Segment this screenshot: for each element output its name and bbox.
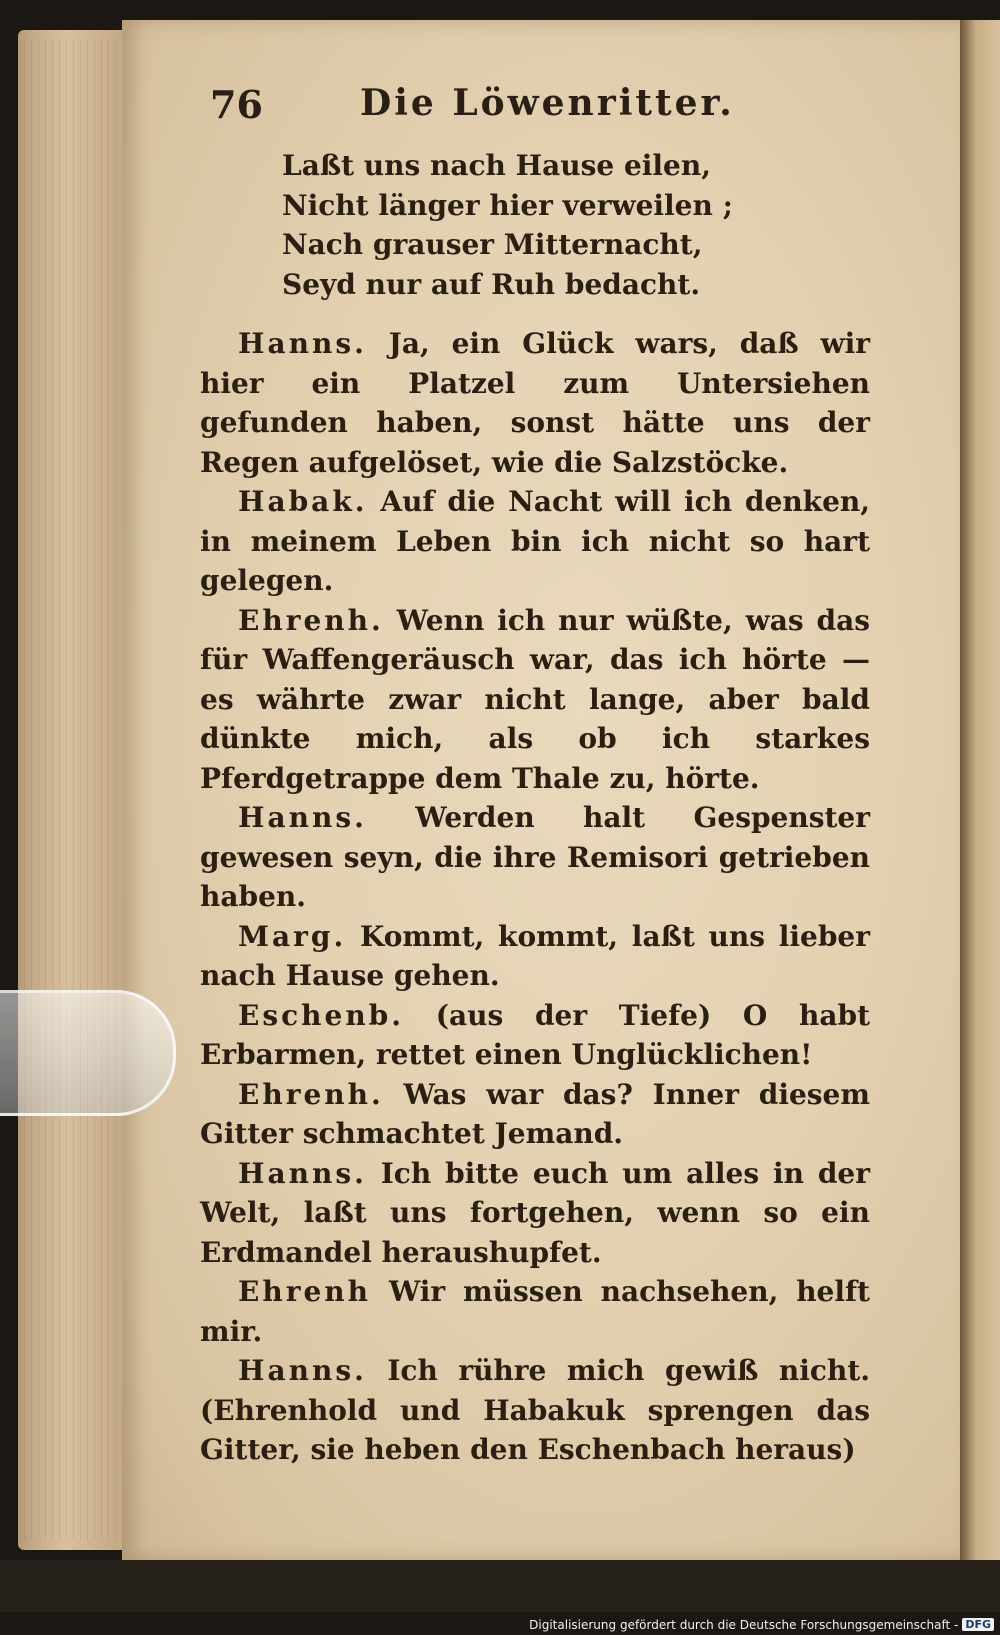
dialogue-text: Kommt, kommt, laßt uns lieber nach Hause gehen. [200, 919, 870, 992]
verse-line: Nicht länger hier verweilen ; [282, 188, 733, 222]
page-edge-lines [24, 40, 124, 1540]
dialogue-paragraph [200, 324, 870, 482]
dialogue-paragraph [200, 1154, 870, 1273]
page-number: 76 [210, 82, 263, 127]
verse-line: Seyd nur auf Ruh bedacht. [282, 267, 701, 301]
speaker-name: Ehrenh [238, 1275, 371, 1308]
running-title: Die Löwenritter. [360, 82, 735, 124]
dialogue-paragraph [200, 917, 870, 996]
verse-line: Nach grauser Mitternacht, [282, 228, 703, 261]
next-page-edge [960, 20, 1000, 1560]
verse-block [282, 146, 870, 304]
dialogue-text: Ich bitte euch um alles in der Welt, laßt uns fortgehen, wenn so ein Erdmandel heraushupfet. [200, 1156, 870, 1269]
speaker-name: Ehrenh. [238, 1077, 384, 1111]
dialogue-text: Wir müssen nachsehen, helft mir. [200, 1275, 870, 1348]
speaker-name: Ehrenh. [238, 603, 384, 637]
speaker-name: Hanns. [238, 1156, 367, 1190]
dialogue-text: (aus der Tiefe) O habt Erbarmen, rettet einen Unglücklichen! [200, 998, 871, 1071]
page-header [210, 82, 860, 132]
verse-line: Laßt uns nach Hause eilen, [282, 149, 711, 182]
speaker-name: Habak. [238, 485, 368, 518]
dialogue-paragraph [200, 996, 870, 1075]
dialogue-text: Ich rühre mich gewiß nicht. (Ehrenhold und Habakuk sprengen das Gitter, sie heben den Eschenbach heraus) [200, 1354, 871, 1466]
dialogue-paragraph [200, 601, 870, 799]
dialogue-paragraph [200, 798, 870, 917]
dialogue-text: Ja, ein Glück wars, daß wir hier ein Platzel zum Untersiehen gefunden haben, sonst hätte uns der Regen aufgelöset, wie die Salzstöcke. [200, 327, 870, 479]
footer-text: Digitalisierung gefördert durch die Deutsche Forschungsgemeinschaft - [529, 1617, 959, 1632]
page-edge-stack [18, 30, 138, 1550]
dialogue-text: Werden halt Gespenster gewesen seyn, die ihre Remisori getrieben haben. [200, 801, 870, 913]
dialogue-paragraph [200, 1075, 870, 1154]
dialogue-text: Wenn ich nur wüßte, was das für Waffengeräusch war, das ich hörte — es währte zwar nicht lange, aber bald dünkte mich, als ob ich starkes Pferdgetrappe dem Thale zu, hörte. [200, 603, 870, 795]
dialogue-paragraph [200, 1272, 870, 1351]
speaker-name: Marg. [238, 919, 347, 953]
dialogue-paragraph [200, 482, 870, 601]
digitization-footer [529, 1614, 994, 1635]
speaker-name: Hanns. [238, 1354, 367, 1387]
dialogue-text: Auf die Nacht will ich denken, in meinem Leben bin ich nicht so hart gelegen. [200, 485, 871, 597]
speaker-name: Hanns. [238, 801, 367, 834]
dialogue-paragraph [200, 1351, 870, 1470]
speaker-name: Eschenb. [238, 998, 405, 1032]
page-holder-clip [0, 990, 176, 1116]
dialogue-text: Was war das? Inner diesem Gitter schmachtet Jemand. [200, 1077, 871, 1150]
speaker-name: Hanns. [238, 327, 367, 360]
dfg-logo: DFG [962, 1618, 994, 1631]
page-body [200, 146, 870, 1470]
scan-bottom-border [0, 1560, 1000, 1612]
